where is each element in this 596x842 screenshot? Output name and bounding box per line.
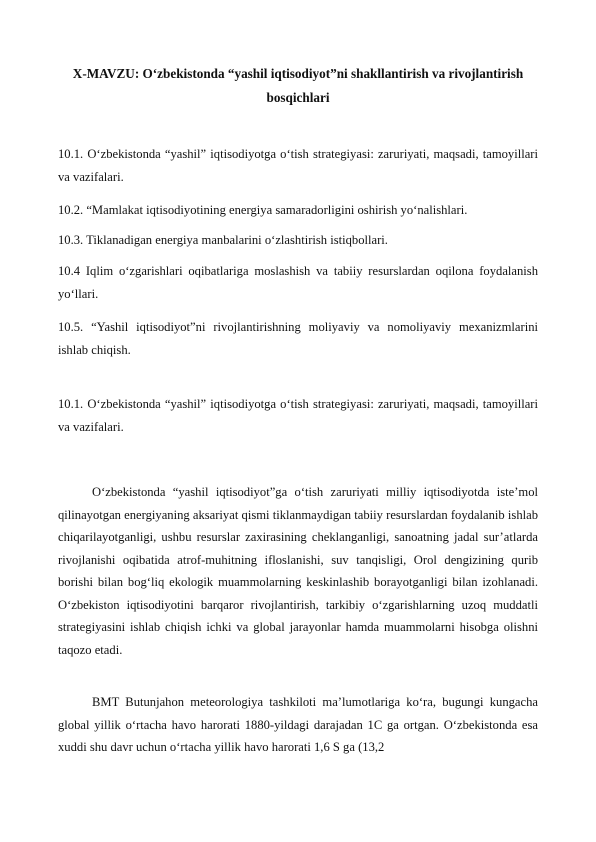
outline-item-10-1: 10.1. O‘zbekistonda “yashil” iqtisodiyotga o‘tish strategiyasi: zaruriyati, maqsadi, tamoyillari va vazifalari.: [58, 147, 538, 184]
body-paragraph: BMT Butunjahon meteorologiya tashkiloti ma’lumotlariga ko‘ra, bugungi kungacha global yillik o‘rtacha havo harorati 1880-yildagi darajadan 1C ga ortgan. O‘zbekistonda esa xuddi shu davr uchun o‘rtacha yillik havo harorati 1,6 S ga (13,2: [58, 695, 538, 754]
outline-item-10-2: 10.2. “Mamlakat iqtisodiyotining energiya samaradorligini oshirish yo‘nalishlari.: [58, 203, 468, 217]
outline-item-10-5: 10.5. “Yashil iqtisodiyot”ni rivojlantirishning moliyaviy va nomoliyaviy mexanizmlarini ishlab chiqish.: [58, 320, 538, 357]
document-title: X-MAVZU: O‘zbekistonda “yashil iqtisodiyot”ni shakllantirish va rivojlantirish bosqichlari: [72, 66, 524, 105]
body-paragraph: O‘zbekistonda “yashil iqtisodiyot”ga o‘tish zaruriyati milliy iqtisodiyotda iste’mol qilinayotgan energiyaning aksariyat qismi tiklanmaydigan tabiiy resurslardan foydalanib ishlab chiqarilayotganligi, ushbu resurslar zaxirasining cheklanganligi, sanoatning jadal sur’atlarda rivojlanishi oqibatida atrof-muhitning ifloslanishi, suv tanqisligi, Orol dengizining qurib borishi bilan bog‘liq ekologik muammolarning keskinlashib borayotganligi bilan izohlanadi. O‘zbekiston iqtisodiyotini barqaror rivojlantirish, tarkibiy o‘zgarishlarning uzoq muddatli strategiyasini ishlab chiqish ichki va global jarayonlar hamda muammolarni hisobga olishni taqozo etadi.: [58, 485, 538, 657]
section-heading: 10.1. O‘zbekistonda “yashil” iqtisodiyotga o‘tish strategiyasi: zaruriyati, maqsadi, tamoyillari va vazifalari.: [58, 397, 538, 434]
outline-item-10-4: 10.4 Iqlim o‘zgarishlari oqibatlariga moslashish va tabiiy resurslardan oqilona foydalanish yo‘llari.: [58, 264, 538, 301]
outline-item-10-3: 10.3. Tiklanadigan energiya manbalarini o‘zlashtirish istiqbollari.: [58, 233, 388, 247]
